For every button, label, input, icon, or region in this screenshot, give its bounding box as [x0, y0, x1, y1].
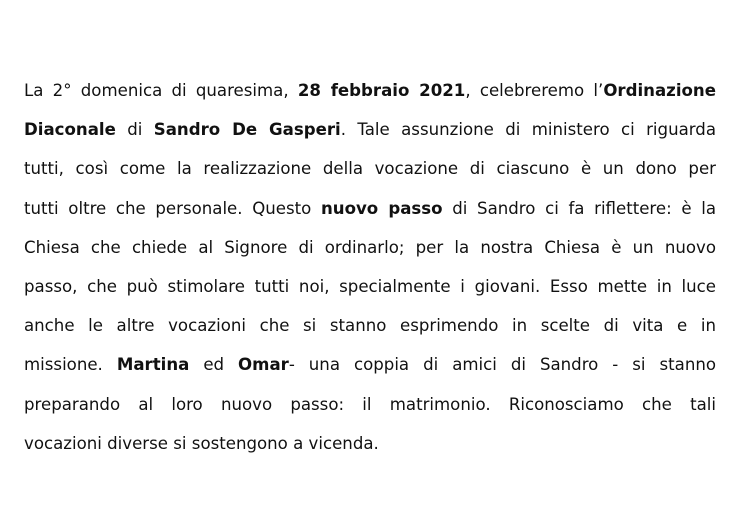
text-run: Chiesa che chiede al Signore di ordinarlo; per la nostra Chiesa è un nuovo — [24, 237, 716, 257]
text-run: vocazioni diverse si sostengono a vicenda. — [24, 433, 379, 453]
text-line — [24, 189, 716, 228]
text-line — [24, 149, 716, 188]
bold-text: Sandro De Gasperi — [153, 120, 341, 140]
bold-text: nuovo passo — [320, 198, 443, 218]
text-run: tutti, così come la realizzazione della vocazione di ciascuno è un dono per — [24, 159, 716, 179]
text-line — [24, 345, 716, 384]
text-line — [24, 110, 716, 149]
text-run: . Tale assunzione di ministero ci riguarda — [340, 120, 716, 140]
bold-text: Ordinazione — [603, 81, 716, 100]
text-run: passo, che può stimolare tutti noi, specialmente i giovani. Esso mette in luce — [24, 276, 716, 296]
bold-text: 28 febbraio 2021 — [297, 81, 466, 100]
text-run: , celebreremo l’ — [465, 81, 604, 100]
text-run: anche le altre vocazioni che si stanno esprimendo in scelte di vita e in — [24, 316, 716, 336]
text-run: ed — [189, 355, 239, 375]
body-paragraph — [24, 71, 716, 463]
text-line — [24, 267, 716, 306]
bold-text: Omar — [238, 355, 289, 375]
bold-text: Diaconale — [24, 120, 116, 140]
text-run: di Sandro ci fa riflettere: è la — [442, 198, 716, 218]
text-run: - una coppia di amici di Sandro - si stanno — [288, 355, 717, 375]
text-line — [24, 306, 716, 345]
text-run: preparando al loro nuovo passo: il matrimonio. Riconosciamo che tali — [24, 394, 716, 414]
text-line — [24, 71, 716, 110]
text-run: La 2° domenica di quaresima, — [24, 81, 298, 100]
text-line — [24, 424, 716, 463]
text-run: di — [115, 120, 154, 140]
bold-text: Martina — [116, 355, 190, 375]
text-run: tutti oltre che personale. Questo — [24, 198, 321, 218]
text-line — [24, 228, 716, 267]
text-line — [24, 385, 716, 424]
text-run: missione. — [24, 355, 117, 375]
